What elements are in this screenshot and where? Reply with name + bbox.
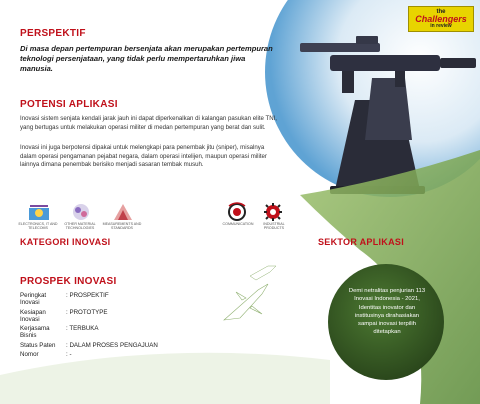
brand-line: the [436, 9, 446, 15]
prospek-table [20, 292, 158, 361]
communication-icon [226, 202, 248, 222]
prospek-value: : PROTOTYPE [66, 308, 108, 316]
kategori-heading: KATEGORI INOVASI [20, 237, 111, 247]
table-row [20, 309, 158, 326]
brand-logo [408, 6, 474, 32]
measurement-icon [112, 202, 134, 222]
sektor-heading: SEKTOR APLIKASI [318, 237, 405, 247]
prospek-value: : TERBUKA [66, 325, 99, 332]
prospek-value: : - [66, 351, 72, 358]
brand-title: Challengers [415, 14, 467, 24]
sector-label: COMMUNICATION [222, 222, 254, 226]
table-row [20, 351, 158, 361]
prospek-value: : DALAM PROSES PENGAJUAN [66, 341, 158, 349]
prospek-key: Status Paten [20, 341, 56, 349]
gear-icon [262, 202, 284, 222]
category-label: OTHER MATERIAL TECHNOLOGIES [64, 222, 96, 231]
prospek-key: Kerjasama Bisnis [20, 325, 50, 339]
prospek-key: Kesiapan Inovasi [20, 308, 46, 323]
prospek-key: Peringkat Inovasi [20, 292, 47, 306]
perspektif-heading: PERSPEKTIF [20, 28, 86, 39]
material-icon [70, 202, 92, 222]
prospek-value: : PROSPEKTIF [66, 292, 109, 299]
table-row [20, 292, 158, 309]
sector-label: INDUSTRIAL PRODUCTS [263, 222, 285, 231]
confidentiality-note: Demi netralitas penjurian 113 Inovasi Indonesia - 2021, Identitas inovator dan institusinya dirahasiakan sampai inovasi terpilih ditetapkan [348, 288, 426, 336]
jet-icon [250, 266, 276, 280]
table-row [20, 325, 158, 342]
category-label: ELECTRONICS, IT AND TELECOMS [18, 222, 58, 231]
prospek-key: Nomor [20, 351, 39, 358]
electronics-icon [28, 202, 50, 222]
potensi-paragraph-2: Inovasi ini juga berpotensi dipakai untuk melengkapi para penembak jitu (sniper), misalnya dalam operasi pengamanan pejabat negara, dalam operasi intelijen, maupun operasi militer lainnya dimana penembak berisiko menjadi sasaran tembak musuh. [20, 144, 267, 169]
category-label: MEASUREMENTS AND STANDARDS [102, 222, 142, 231]
perspektif-quote: Di masa depan pertempuran bersenjata akan merupakan pertempuran teknologi persenjataan, yang tidak perlu mempertaruhkan jiwa manusia. [20, 44, 273, 73]
potensi-paragraph-1: Inovasi sistem senjata kendali jarak jauh ini dapat diperkenalkan di kalangan pasukan elite TNI, yang bertugas untuk melakukan operasi militer di medan pertempuran yang berat dan sulit. [20, 115, 277, 131]
potensi-heading: POTENSI APLIKASI [20, 99, 118, 110]
brand-subtitle: in review [430, 23, 452, 29]
table-row [20, 342, 158, 352]
prospek-heading: PROSPEK INOVASI [20, 276, 117, 287]
